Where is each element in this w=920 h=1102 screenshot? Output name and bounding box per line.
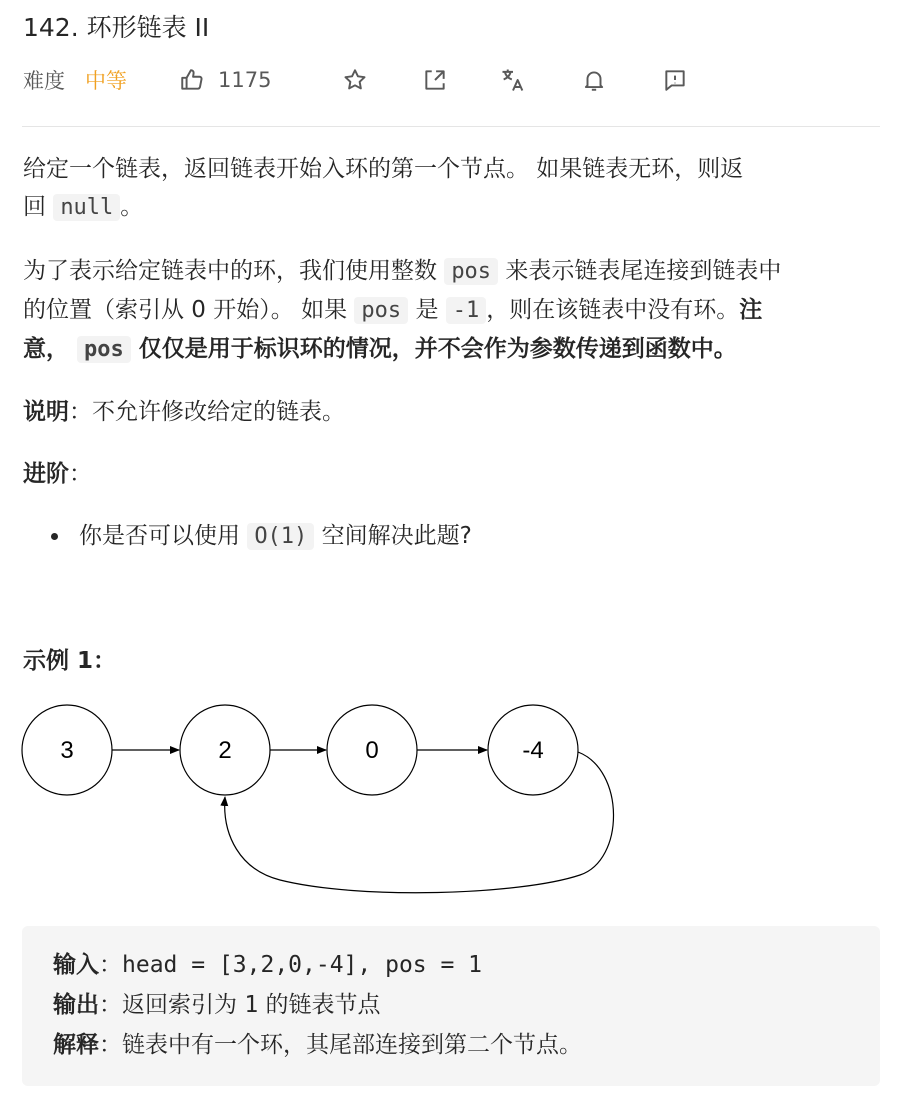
explanation-text: ：链表中有一个环，其尾部连接到第二个节点。 (99, 1032, 582, 1058)
thumbs-up-icon (179, 67, 205, 93)
paragraph-intro (23, 150, 883, 227)
text: 空间解决此题? (314, 523, 472, 549)
share-icon[interactable] (421, 66, 449, 94)
node-value: 3 (60, 737, 74, 764)
output-text: 的链表节点 (258, 992, 381, 1018)
example-output-line (53, 990, 380, 1020)
text: 回 (23, 194, 54, 220)
input-value: ：head = [3,2,0,-4], pos = 1 (99, 952, 483, 978)
difficulty-badge: 中等 (85, 69, 127, 93)
text: 你是否可以使用 (79, 523, 248, 549)
bold-text: 仅仅是用于标识环的情况，并不会作为参数传递到函数中。 (130, 336, 737, 362)
linked-list-diagram (0, 690, 920, 910)
note (23, 393, 883, 431)
bold-text: 意， (23, 336, 78, 362)
text: ，则在该链表中没有环。 (486, 297, 740, 323)
problem-description (23, 150, 883, 680)
inline-code: pos (444, 258, 498, 285)
advanced-heading (23, 455, 883, 493)
like-button[interactable] (179, 67, 271, 93)
like-count: 1175 (218, 68, 272, 92)
paragraph-pos (23, 252, 883, 369)
problem-meta-bar (23, 60, 880, 100)
bell-icon[interactable] (580, 66, 608, 94)
example-label: 示例 1： (23, 648, 117, 674)
inline-code: null (53, 194, 120, 221)
inline-code: -1 (446, 297, 487, 324)
example-heading (23, 642, 883, 680)
advanced-label: 进阶 (23, 461, 69, 487)
inline-code: O(1) (247, 523, 314, 550)
note-text: ：不允许修改给定的链表。 (69, 399, 345, 425)
input-label: 输入 (53, 952, 99, 978)
bold-text: 注 (739, 297, 763, 323)
list-node (488, 705, 578, 795)
list-item (71, 517, 883, 556)
explanation-label: 解释 (53, 1032, 99, 1058)
node-value: 0 (365, 737, 379, 764)
example-code-block (22, 926, 880, 1086)
advanced-list (23, 517, 883, 556)
inline-code: pos (354, 297, 408, 324)
node-value: -4 (522, 737, 544, 764)
problem-title: 142. 环形链表 II (23, 13, 210, 42)
output-value: 1 (244, 992, 259, 1018)
node-value: 2 (218, 737, 232, 764)
output-label: 输出 (53, 992, 99, 1018)
text: 是 (408, 297, 446, 323)
text: 的位置（索引从 0 开始）。 如果 (23, 297, 355, 323)
feedback-icon[interactable] (661, 66, 689, 94)
list-node (327, 705, 417, 795)
star-icon[interactable] (341, 66, 369, 94)
inline-code: pos (77, 336, 131, 363)
list-node (180, 705, 270, 795)
example-input-line (53, 950, 482, 980)
text: 为了表示给定链表中的环，我们使用整数 (23, 258, 445, 284)
output-text: ：返回索引为 (99, 992, 245, 1018)
text: 。 (120, 194, 144, 220)
header-divider (22, 126, 880, 127)
translate-icon[interactable] (499, 66, 527, 94)
difficulty-label: 难度 (23, 69, 65, 93)
note-label: 说明 (23, 399, 69, 425)
example-explanation-line (53, 1030, 582, 1060)
text: ： (69, 461, 92, 487)
list-node (22, 705, 112, 795)
text: 来表示链表尾连接到链表中 (498, 258, 782, 284)
text: 给定一个链表，返回链表开始入环的第一个节点。 如果链表无环，则返 (23, 156, 744, 182)
